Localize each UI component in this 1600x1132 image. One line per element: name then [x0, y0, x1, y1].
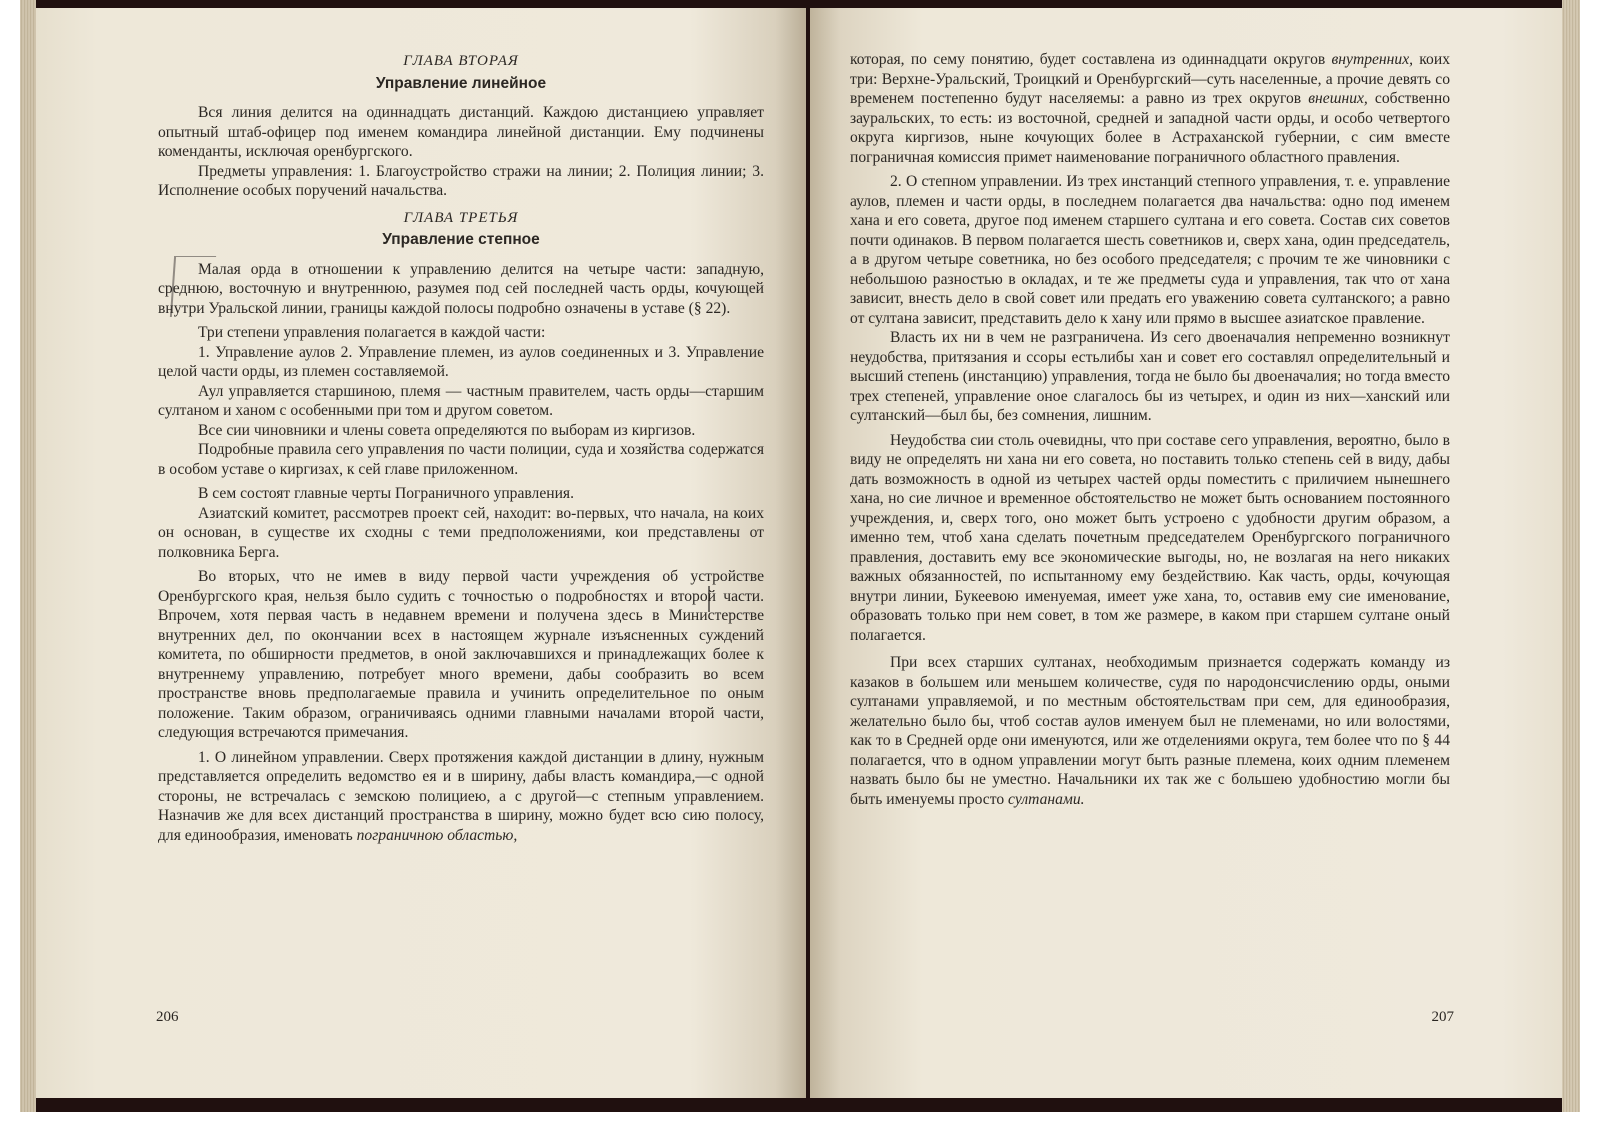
paragraph: Азиатский комитет, рассмотрев проект сей, находит: во-первых, что начала, на коих он основан, в существе их сходны с теми предположениями, кои представлены от полковника Берга. [158, 504, 764, 561]
paragraph-text: При всех старших султанах, необходимым признается содержать команду из казаков в большем или меньшем количестве, судя по народонсчислению орды, оными султанами управляемой, и по местным обстоятельствам при сем, для единообразия, желательно было бы, чтоб состав аулов именуем был не племенами, но или волостями, как то в Средней орде они именуются, или же отделениями округа, тем более что по § 44 полагается, что в одном управлении могут быть разные племена, коих одним племенем назвать было бы не уместно. Начальники их так же с большею удобностию могли бы быть именуемы просто [850, 654, 1450, 808]
italic-term: султанами. [1008, 790, 1085, 808]
page-number: 206 [156, 1009, 179, 1025]
paragraph: Подробные правила сего управления по части полиции, суда и хозяйства содержатся в особом уставе о киргизах, к сей главе приложенном. [158, 441, 764, 478]
right-page-text [850, 50, 1450, 809]
paragraph: Вся линия делится на одиннадцать дистанций. Каждою дистанциею управляет опытный штаб-офицер под именем командира линейной дистанции. Ему подчинены коменданты, исключая оренбургского. [158, 104, 764, 160]
chapter-title: ГЛАВА ВТОРАЯ [403, 53, 519, 69]
paragraph-text: которая, по сему понятию, будет составлена из одиннадцати округов [850, 51, 1332, 68]
paragraph: 2. О степном управлении. Из трех инстанций степного управления, т. е. управление аулов, племен и части орды, в последнем полагается два начальства: одно под именем хана и его совета, другое под именем старшего султана и его совета. Состав сих советов почти одинаков. В первом полагается шесть советников и, сверх хана, один председатель, а в другом четыре советника, но без особого председателя; с прочим те же чиновники с небольшою разностью в окладах, и те же предметы суда и управления, так что от хана зависит, внесть дело в свой совет или предать его уважению совета султанского; а равно от султана зависит, представить дело к хану или прямо в высшее азиатское правление. [850, 173, 1450, 327]
book-page-edges-right [1562, 0, 1580, 1112]
paragraph: 1. Управление аулов 2. Управление племен, из аулов соединенных и 3. Управление целой части орды, из племен составляемой. [158, 343, 764, 380]
paragraph: Во вторых, что не имев в виду первой части учреждения об устройстве Оренбургского края, нельзя было судить с точностью о подробностях и второй части. Впрочем, хотя первая часть в недавнем времени и получена здесь в Министерстве внутренних дел, по окончании всех в настоящем журнале изъясненных суждений комитета, по обширности предметов, в оной заключавшихся и принадлежащих более к внутреннему управлению, потребует много времени, дабы сообразить во всем пространстве вновь предполагаемые правила и учинить определительное по оным положение. Таким образом, ограничиваясь одними главными началами второй части, следующия встречаются примечания. [158, 568, 764, 741]
book-page-edges-left [20, 0, 36, 1112]
italic-term: пограничною областью, [356, 826, 518, 844]
italic-term: внутренних, [1331, 51, 1414, 68]
paragraph: Три степени управления полагается в каждой части: [198, 324, 546, 341]
paragraph: Власть их ни в чем не разграничена. Из сего двоеначалия непременно возникнут неудобства, притязания и ссоры естьлибы хан и совет его составлял определительный и высший степень (инстанцию) управления, тогда не было бы двоеначалия; но тогда вместо трех степеней, управление оное слагалось бы из четырех, и один из них—ханский или султанский—был бы, без сомнения, лишним. [850, 329, 1450, 424]
left-page-text [158, 52, 764, 845]
paragraph: Неудобства сии столь очевидны, что при составе сего управления, вероятно, было в виду не определять ни хана ни его совета, но поставить только степень сей в виду, дабы дать возможность в одной из четырех частей орды поместить с приличием нынешнего хана, но сие личное и временное обстоятельство не может быть основанием постоянного учреждения, и, сверх того, оно может быть устроено с удобности другим образом, а именно тем, чтоб хана сделать почетным председателем Оренбургского пограничного правления, доставить ему все экономические выгоды, но, не возлагая на него никаких важных обязанностей, по испытанному ему бездействию. Как часть, орды, кочующая внутри линии, Букеевою именуемая, имеет уже хана, то, оставив ему сие именование, образовать только при нем совет, в том же размере, в каком при старшем султане оный полагается. [850, 431, 1450, 644]
chapter-title: ГЛАВА ТРЕТЬЯ [403, 209, 519, 226]
page-number: 207 [1431, 1009, 1454, 1025]
paragraph: Предметы управления: 1. Благоустройство стражи на линии; 2. Полиция линии; 3. Исполнение особых поручений начальства. [158, 162, 764, 199]
paragraph: В сем состоят главные черты Пограничного управления. [198, 485, 575, 502]
italic-term: внешних, [1308, 90, 1368, 107]
paragraph: Все сии чиновники и члены совета определяются по выборам из киргизов. [198, 421, 696, 439]
paragraph: Аул управляется старшиною, племя — частным правителем, часть орды—старшим султаном и ханом с особенными при том и другом советом. [158, 382, 764, 419]
chapter-heading: Управление степное [382, 231, 540, 248]
paragraph: Малая орда в отношении к управлению делится на четыре части: западную, среднюю, восточную и внутреннюю, разумея под сей последней часть орды, кочующей внутри Уральской линии, границы каждой полосы подробно означены в уставе (§ 22). [158, 260, 764, 317]
left-page [36, 8, 806, 1098]
paragraph [158, 748, 764, 846]
right-page [810, 8, 1562, 1098]
paragraph-text: коих три: Верхне-Уральский, Троицкий и Оренбургский—суть населенные, а прочие девять со временем постепенно будут населяемы: а равно из трех округов [850, 51, 1450, 107]
chapter-heading: Управление линейное [375, 74, 547, 92]
open-book [20, 0, 1580, 1112]
paragraph-text: собственно зауральских, то есть: из восточной, средней и западной части орды, и особо четвертого округа киргизов, ныне кочующих более в Астраханской губернии, с сим вместе пограничная комиссия примет наименование пограничного областного правления. [850, 90, 1450, 166]
paragraph [850, 50, 1450, 167]
paragraph [850, 653, 1450, 809]
paragraph-text: 1. О линейном управлении. Сверх протяжения каждой дистанции в длину, нужным представляется определить ведомство ея и в ширину, дабы власть командира,—с одной стороны, не встречалась с земскою полициею, а с другой—с степным управлением. Назначив же для всех дистанций пространства в ширину, можно будет всю сию полосу, для единообразия, именовать [158, 748, 764, 844]
